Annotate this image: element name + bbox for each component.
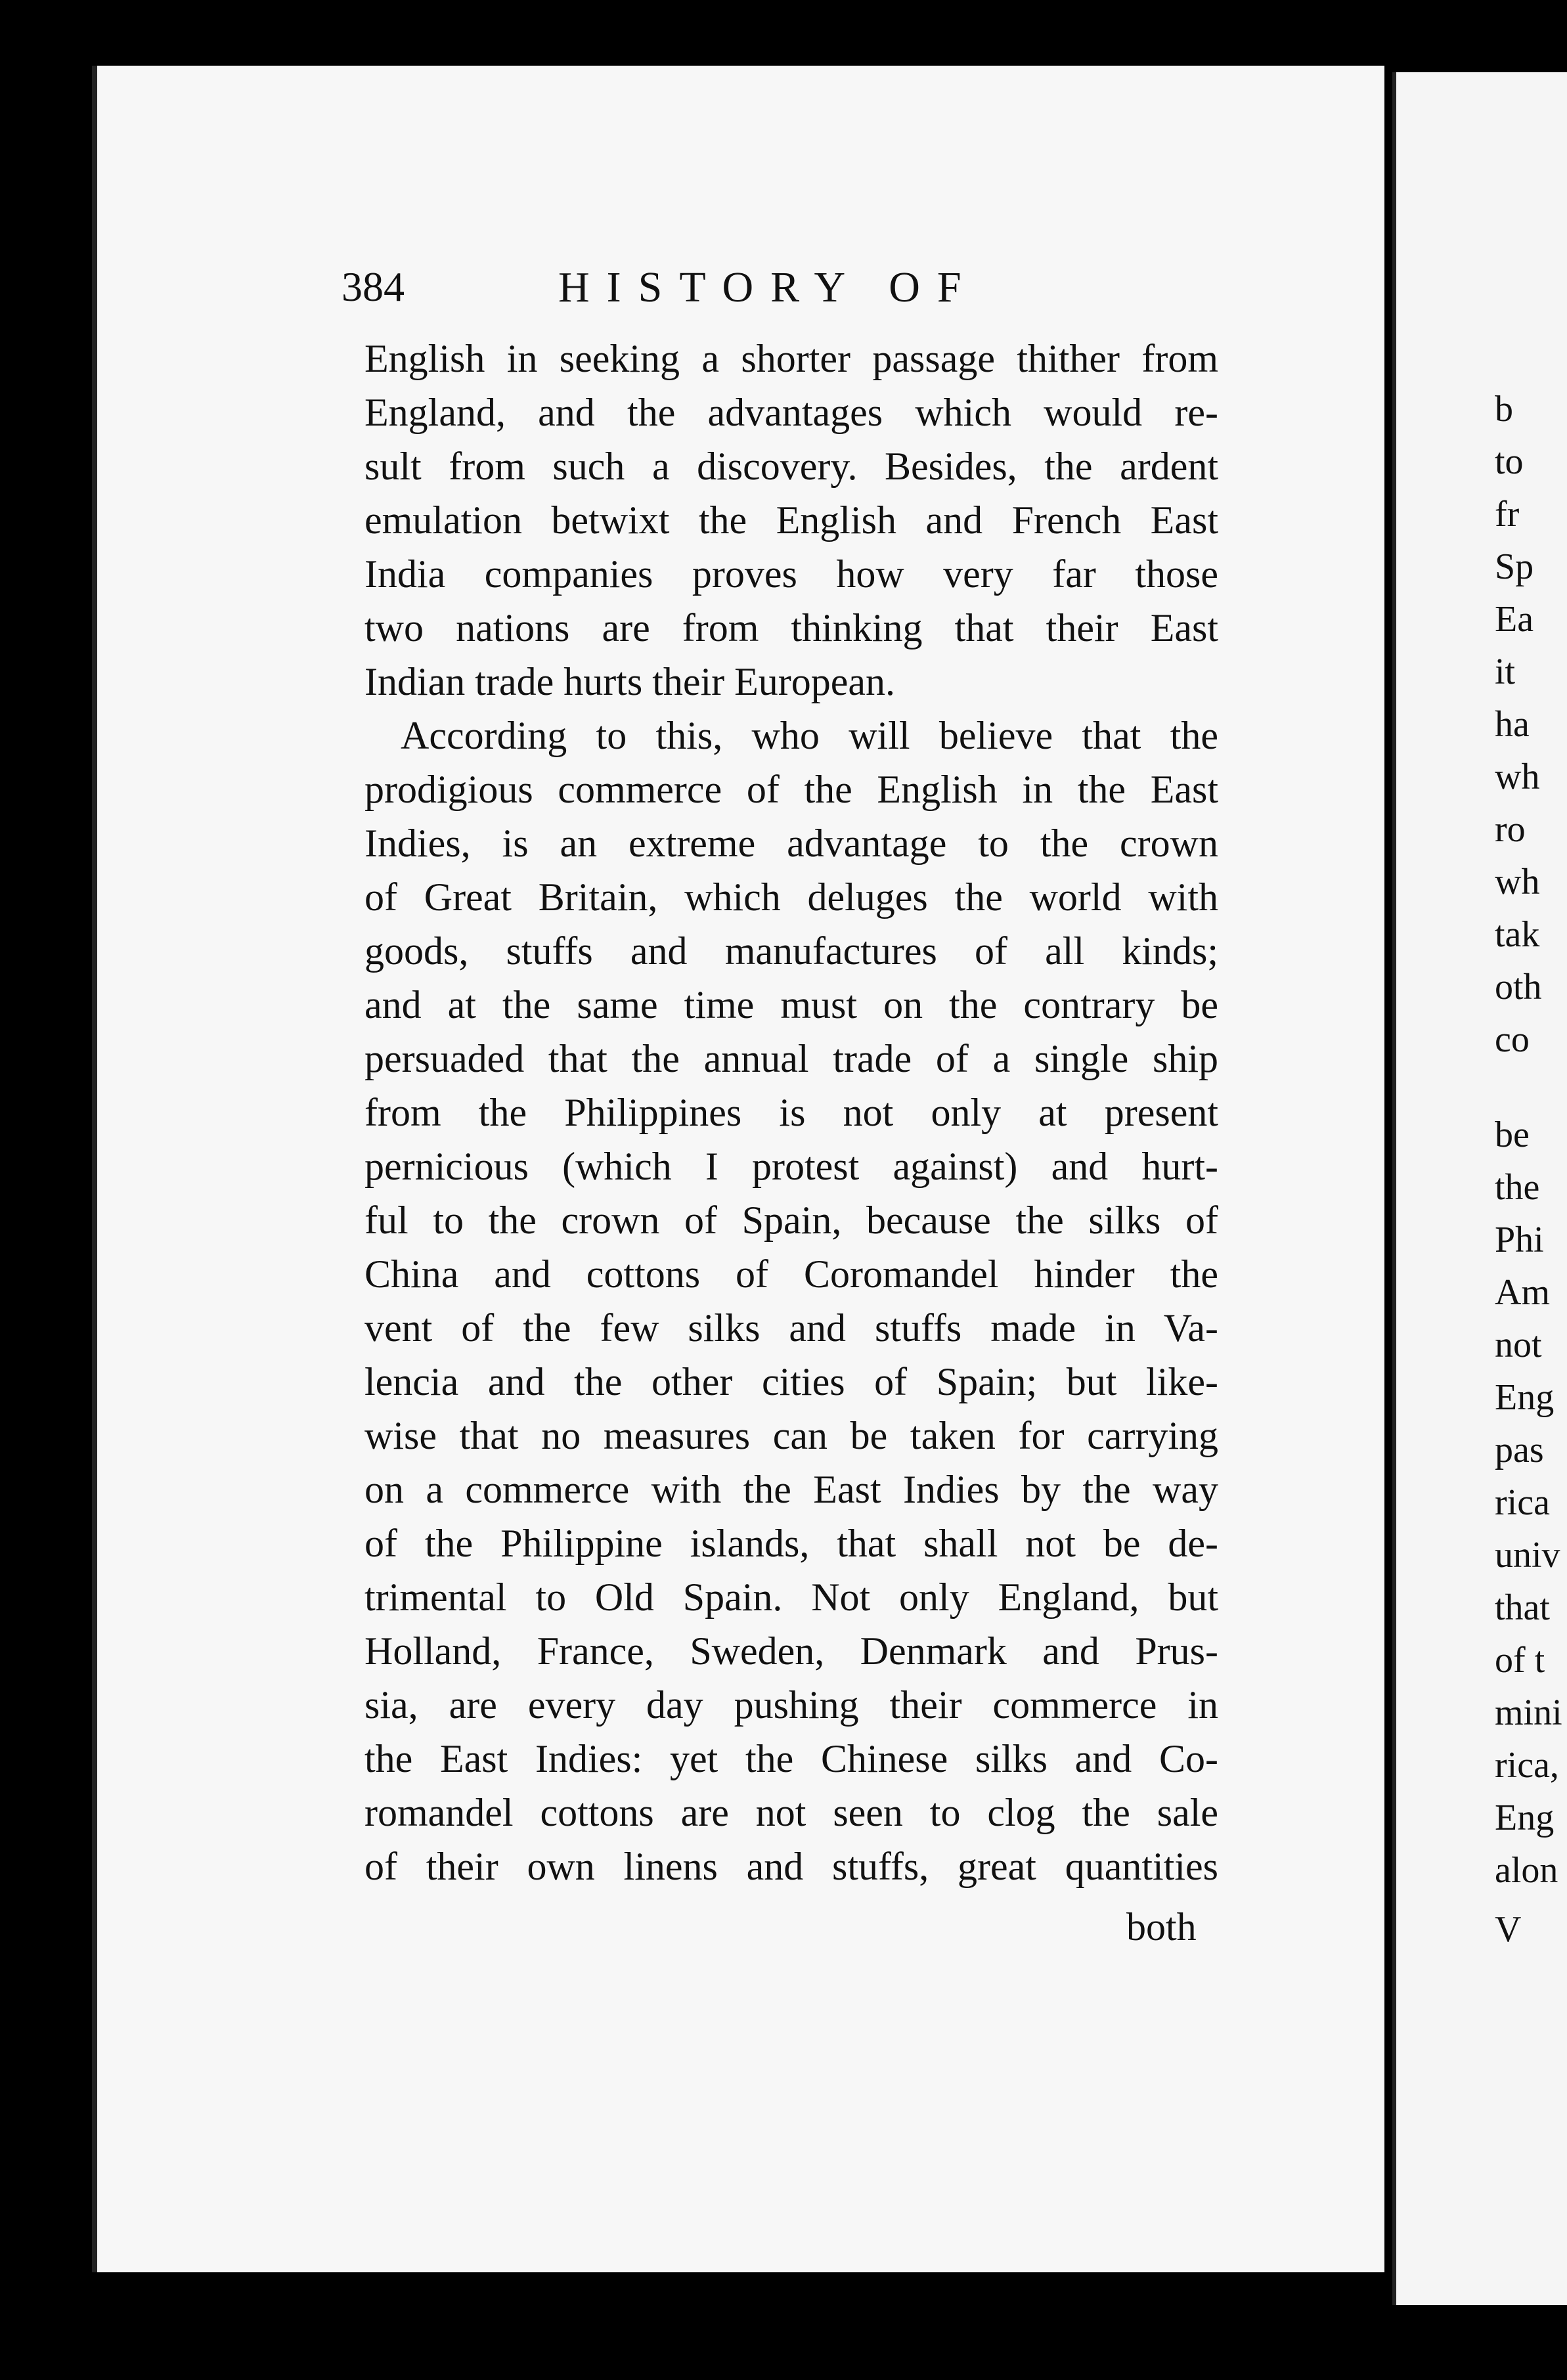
text-line: on a commerce with the East Indies by the way: [364, 1468, 1218, 1511]
running-head: HISTORY OF: [558, 263, 979, 311]
text-line: of Great Britain, which deluges the world with: [364, 875, 1218, 919]
facing-page-fragment: pas: [1495, 1430, 1544, 1470]
text-line: China and cottons of Coromandel hinder the: [364, 1252, 1218, 1296]
facing-page-fragment: that: [1495, 1587, 1550, 1628]
facing-page-fragment: tak: [1495, 914, 1540, 955]
text-line: goods, stuffs and manufactures of all kinds;: [364, 929, 1218, 973]
text-line: persuaded that the annual trade of a single ship: [364, 1037, 1218, 1080]
facing-page-fragment: not: [1495, 1325, 1542, 1365]
facing-page-fragment: co: [1495, 1019, 1530, 1060]
text-line: romandel cottons are not seen to clog the sale: [364, 1791, 1218, 1834]
facing-page-fragment: Sp: [1495, 546, 1534, 587]
text-line: of the Philippine islands, that shall not be de-: [364, 1522, 1218, 1565]
facing-page-fragment: rica: [1495, 1482, 1550, 1523]
text-line: trimental to Old Spain. Not only England, but: [364, 1576, 1218, 1619]
facing-page-fragment: it: [1495, 651, 1516, 692]
text-line: from the Philippines is not only at present: [364, 1091, 1218, 1134]
text-line: vent of the few silks and stuffs made in Va-: [364, 1306, 1218, 1350]
text-line: wise that no measures can be taken for carrying: [364, 1414, 1218, 1457]
text-line: emulation betwixt the English and French East: [364, 498, 1218, 542]
facing-page-fragment: of t: [1495, 1640, 1545, 1681]
facing-page-fragment: Ea: [1495, 599, 1534, 640]
facing-page-fragment: mini: [1495, 1692, 1562, 1733]
facing-page-fragment: wh: [1495, 757, 1540, 797]
text-line: Indian trade hurts their European.: [364, 660, 896, 703]
facing-page-fragment: Eng: [1495, 1377, 1555, 1418]
text-line: Indies, is an extreme advantage to the crown: [364, 822, 1218, 865]
text-line: of their own linens and stuffs, great quantities: [364, 1845, 1218, 1888]
facing-page-fragment: to: [1495, 441, 1524, 482]
text-line: lencia and the other cities of Spain; but like-: [364, 1360, 1218, 1403]
facing-page-fragment: alon: [1495, 1850, 1558, 1891]
facing-page-fragment: the: [1495, 1167, 1540, 1208]
text-line: Holland, France, Sweden, Denmark and Prus-: [364, 1629, 1218, 1673]
text-line: two nations are from thinking that their East: [364, 606, 1218, 650]
facing-page-fragment: be: [1495, 1114, 1530, 1155]
text-line: pernicious (which I protest against) and hurt-: [364, 1145, 1218, 1188]
facing-page-fragment: fr: [1495, 494, 1520, 535]
facing-page-fragment: Phi: [1495, 1220, 1544, 1260]
facing-page-fragment: wh: [1495, 862, 1540, 902]
facing-page: [1392, 72, 1567, 2305]
page-number: 384: [342, 263, 405, 310]
facing-page-fragment: rica,: [1495, 1745, 1559, 1786]
text-line: sult from such a discovery. Besides, the ardent: [364, 445, 1218, 488]
text-line: ful to the crown of Spain, because the silks of: [364, 1199, 1218, 1242]
facing-page-fragment: oth: [1495, 967, 1542, 1007]
text-line: English in seeking a shorter passage thither from: [364, 337, 1218, 380]
page-header: [342, 263, 1228, 328]
facing-page-fragment: b: [1495, 389, 1513, 430]
facing-page-fragment: Eng: [1495, 1797, 1555, 1838]
facing-page-fragment: V: [1495, 1909, 1522, 1950]
text-line: prodigious commerce of the English in the East: [364, 768, 1218, 811]
text-line: India companies proves how very far those: [364, 552, 1218, 596]
paragraph-first-line: According to this, who will believe that the: [401, 714, 1218, 757]
catchword: both: [1126, 1905, 1197, 1949]
facing-page-fragment: ha: [1495, 704, 1530, 745]
text-line: the East Indies: yet the Chinese silks and Co-: [364, 1737, 1218, 1780]
text-line: and at the same time must on the contrary be: [364, 983, 1218, 1026]
facing-page-fragment: univ: [1495, 1535, 1560, 1576]
facing-page-fragment: Am: [1495, 1272, 1550, 1313]
facing-page-fragment: ro: [1495, 809, 1526, 850]
body-text: [364, 332, 1218, 1893]
text-line: England, and the advantages which would re-: [364, 391, 1218, 434]
text-line: sia, are every day pushing their commerce in: [364, 1683, 1218, 1727]
